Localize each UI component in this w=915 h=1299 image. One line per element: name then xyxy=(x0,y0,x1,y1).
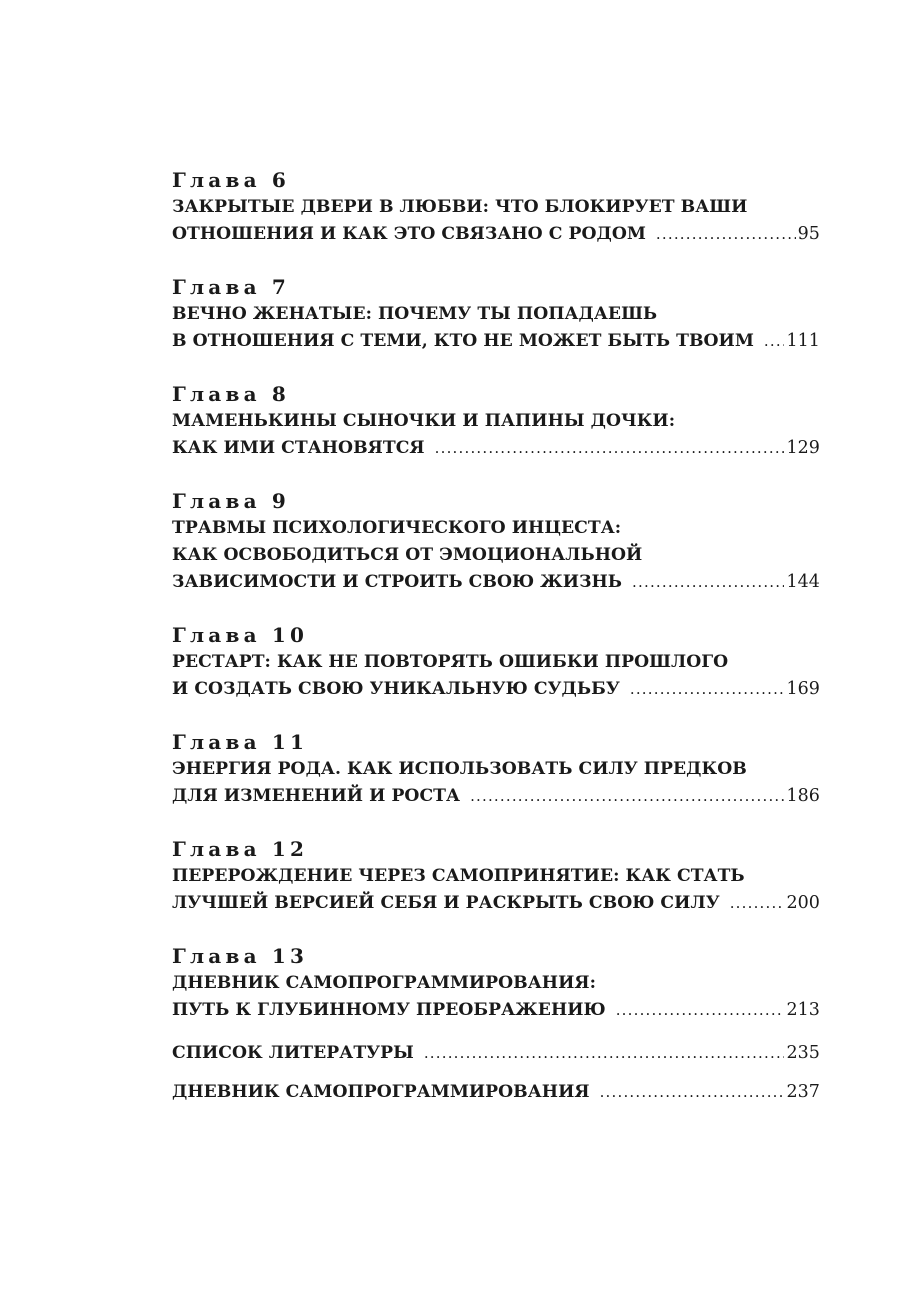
page-number: 235 xyxy=(786,1043,820,1063)
dot-leader xyxy=(616,997,785,1024)
chapter-title-last-line xyxy=(172,676,820,703)
chapter-title-last-line xyxy=(172,435,820,462)
chapter-title-last-line xyxy=(172,569,820,596)
dot-leader xyxy=(764,328,785,355)
chapter-title-line: РЕСТАРТ: КАК НЕ ПОВТОРЯТЬ ОШИБКИ ПРОШЛОГО xyxy=(172,652,729,672)
dot-leader xyxy=(435,435,785,462)
toc-chapter-13[interactable] xyxy=(172,942,820,1024)
toc-chapter-6[interactable] xyxy=(172,166,820,248)
chapter-title-text: ЗАВИСИМОСТИ И СТРОИТЬ СВОЮ ЖИЗНЬ xyxy=(172,572,623,592)
dot-leader xyxy=(630,676,785,703)
dot-leader xyxy=(632,569,784,596)
toc-chapter-11[interactable] xyxy=(172,728,820,810)
chapter-label: Глава 12 xyxy=(172,837,309,861)
chapter-title-text: ЛУЧШЕЙ ВЕРСИЕЙ СЕБЯ И РАСКРЫТЬ СВОЮ СИЛУ xyxy=(172,893,720,913)
chapter-title-text: И СОЗДАТЬ СВОЮ УНИКАЛЬНУЮ СУДЬБУ xyxy=(172,679,620,699)
chapter-title-text: ПУТЬ К ГЛУБИННОМУ ПРЕОБРАЖЕНИЮ xyxy=(172,1000,606,1020)
dot-leader xyxy=(424,1040,785,1067)
chapter-title-text: В ОТНОШЕНИЯ С ТЕМИ, КТО НЕ МОЖЕТ БЫТЬ ТВОИМ xyxy=(172,331,754,351)
dot-leader xyxy=(730,890,785,917)
dot-leader xyxy=(656,221,796,248)
chapter-title-last-line xyxy=(172,221,820,248)
chapter-title-line: ЭНЕРГИЯ РОДА. КАК ИСПОЛЬЗОВАТЬ СИЛУ ПРЕДКОВ xyxy=(172,759,747,779)
toc-chapter-12[interactable] xyxy=(172,835,820,917)
chapter-label: Глава 13 xyxy=(172,944,309,968)
toc-chapter-7[interactable] xyxy=(172,273,820,355)
chapter-title-last-line xyxy=(172,783,820,810)
chapter-title-line: ТРАВМЫ ПСИХОЛОГИЧЕСКОГО ИНЦЕСТА: xyxy=(172,518,622,538)
chapter-title-text: ДЛЯ ИЗМЕНЕНИЙ И РОСТА xyxy=(172,786,461,806)
chapter-title-text: ОТНОШЕНИЯ И КАК ЭТО СВЯЗАНО С РОДОМ xyxy=(172,224,646,244)
toc-diary[interactable] xyxy=(172,1079,820,1106)
entry-title: ДНЕВНИК САМОПРОГРАММИРОВАНИЯ xyxy=(172,1082,590,1102)
chapter-title-line: МАМЕНЬКИНЫ СЫНОЧКИ И ПАПИНЫ ДОЧКИ: xyxy=(172,411,676,431)
entry-title: СПИСОК ЛИТЕРАТУРЫ xyxy=(172,1043,414,1063)
dot-leader xyxy=(600,1079,785,1106)
page-number: 111 xyxy=(786,331,820,351)
chapter-label: Глава 9 xyxy=(172,489,291,513)
page-number: 144 xyxy=(786,572,820,592)
chapter-label: Глава 11 xyxy=(172,730,309,754)
chapter-title-last-line xyxy=(172,890,820,917)
page-number: 213 xyxy=(786,1000,820,1020)
table-of-contents xyxy=(172,166,820,1118)
dot-leader xyxy=(470,783,784,810)
toc-bibliography[interactable] xyxy=(172,1040,820,1067)
chapter-title-line: ДНЕВНИК САМОПРОГРАММИРОВАНИЯ: xyxy=(172,973,596,993)
page-number: 169 xyxy=(786,679,820,699)
toc-chapter-9[interactable] xyxy=(172,487,820,596)
page-number: 186 xyxy=(786,786,820,806)
chapter-label: Глава 7 xyxy=(172,275,291,299)
chapter-title-line: ВЕЧНО ЖЕНАТЫЕ: ПОЧЕМУ ТЫ ПОПАДАЕШЬ xyxy=(172,304,658,324)
chapter-label: Глава 10 xyxy=(172,623,309,647)
toc-chapter-10[interactable] xyxy=(172,621,820,703)
page-number: 237 xyxy=(786,1082,820,1102)
chapter-title-text: КАК ИМИ СТАНОВЯТСЯ xyxy=(172,438,425,458)
toc-chapter-8[interactable] xyxy=(172,380,820,462)
page-number: 95 xyxy=(797,224,820,244)
chapter-title-line: КАК ОСВОБОДИТЬСЯ ОТ ЭМОЦИОНАЛЬНОЙ xyxy=(172,545,643,565)
chapter-title-last-line xyxy=(172,997,820,1024)
chapter-label: Глава 8 xyxy=(172,382,291,406)
page-number: 200 xyxy=(786,893,820,913)
chapter-title-line: ПЕРЕРОЖДЕНИЕ ЧЕРЕЗ САМОПРИНЯТИЕ: КАК СТАТЬ xyxy=(172,866,745,886)
page-number: 129 xyxy=(786,438,820,458)
chapter-title-last-line xyxy=(172,328,820,355)
chapter-title-line: ЗАКРЫТЫЕ ДВЕРИ В ЛЮБВИ: ЧТО БЛОКИРУЕТ ВАШИ xyxy=(172,197,748,217)
chapter-label: Глава 6 xyxy=(172,168,291,192)
